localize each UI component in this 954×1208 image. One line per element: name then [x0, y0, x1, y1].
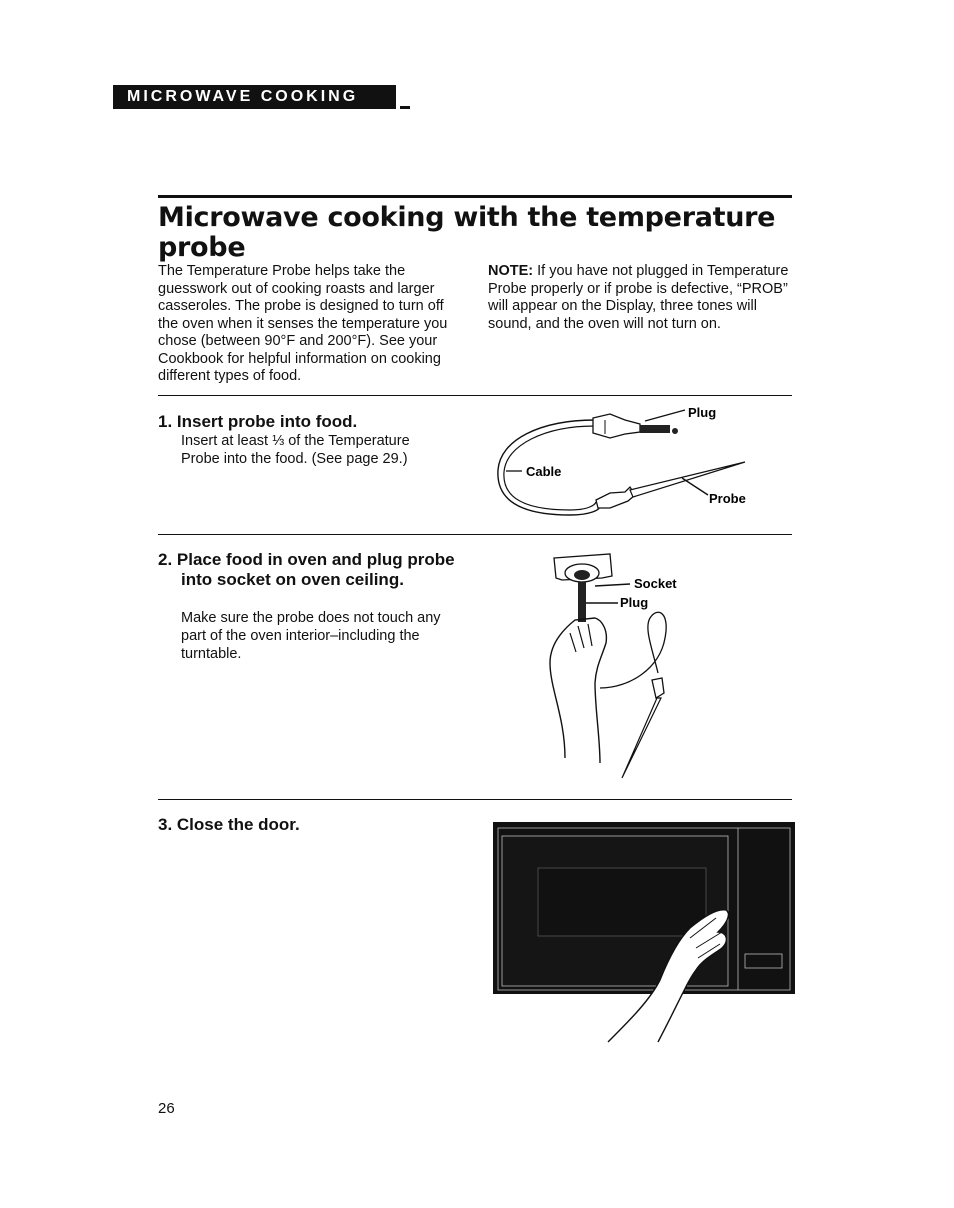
socket-illustration [540, 548, 700, 783]
plug-leader [645, 410, 685, 421]
socket-icon [554, 554, 612, 582]
note-label: NOTE: [488, 263, 534, 279]
section-divider [158, 395, 792, 396]
plug-icon [578, 582, 586, 622]
page-title: Microwave cooking with the temperature probe [158, 202, 776, 263]
step-2-title: 2. Place food in oven and plug probe into socket on oven ceiling. [158, 550, 455, 589]
socket-leader [595, 584, 630, 586]
label-cable: Cable [526, 464, 562, 479]
step-1-title: 1. Insert probe into food. [158, 412, 358, 431]
note-paragraph [488, 263, 791, 333]
section-divider [158, 799, 792, 800]
step-3-title: 3. Close the door. [158, 815, 300, 834]
label-probe: Probe [709, 491, 746, 506]
section-divider [158, 534, 792, 535]
probe-leader [682, 478, 708, 495]
cable-line [600, 612, 666, 688]
step-2-body: Make sure the probe does not touch any part of the oven interior–including the turntable. [181, 610, 441, 662]
probe-icon [652, 678, 664, 698]
label-plug: Plug [620, 595, 649, 610]
oven-door-illustration [490, 820, 800, 1045]
intro-paragraph: The Temperature Probe helps take the guesswork out of cooking roasts and larger casseroles. The probe is designed to turn off the oven when it senses the temperature you chose (between 90°F and 200°F). See your Cookbook for helpful information on cooking different types of food. [158, 263, 448, 384]
microwave-icon [493, 822, 795, 994]
label-plug: Plug [688, 405, 717, 420]
note-text: If you have not plugged in Temperature Probe properly or if probe is defective, “PROB” will appear on the Display, three tones will sound, and the oven will not turn on. [488, 263, 789, 332]
step-1-body: Insert at least ⅓ of the Temperature Probe into the food. (See page 29.) [181, 433, 410, 467]
label-socket: Socket [634, 576, 677, 591]
plug-icon [593, 414, 678, 438]
tab-tick [400, 106, 410, 109]
section-tab: MICROWAVE COOKING [113, 85, 396, 109]
title-rule [158, 195, 792, 198]
probe-illustration [490, 400, 780, 525]
page-number: 26 [158, 1100, 175, 1117]
hand-icon [550, 618, 606, 763]
